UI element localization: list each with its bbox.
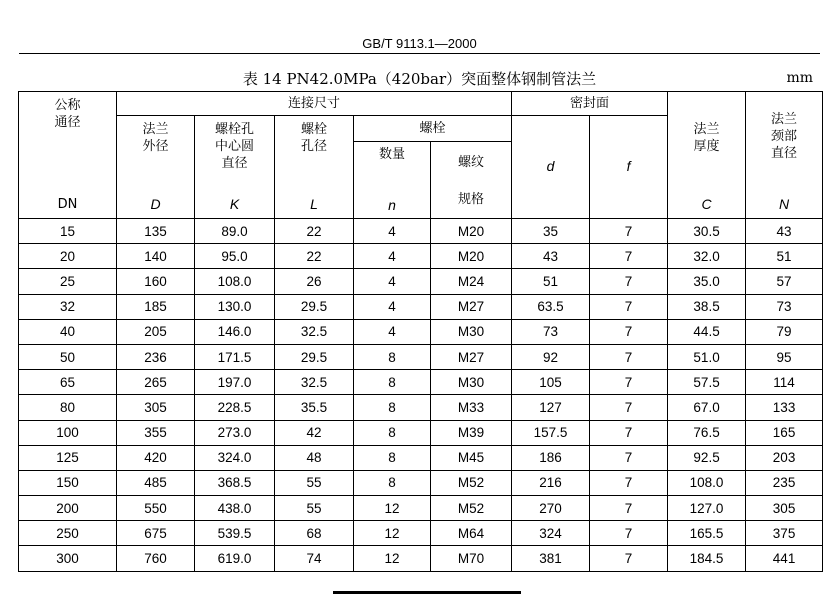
cell-C: 92.5 bbox=[668, 445, 746, 470]
col-header-C bbox=[668, 92, 746, 219]
cell-N: 165 bbox=[746, 420, 823, 445]
cell-d: 186 bbox=[512, 445, 590, 470]
cell-n: 8 bbox=[354, 344, 431, 369]
cell-dn: 80 bbox=[19, 395, 117, 420]
cell-N: 79 bbox=[746, 319, 823, 344]
cell-N: 51 bbox=[746, 244, 823, 269]
cell-dn: 50 bbox=[19, 344, 117, 369]
cell-f: 7 bbox=[590, 319, 668, 344]
cell-L: 32.5 bbox=[275, 319, 354, 344]
cell-C: 108.0 bbox=[668, 470, 746, 495]
cell-N: 43 bbox=[746, 219, 823, 244]
footer-rule bbox=[333, 591, 521, 594]
cell-C: 76.5 bbox=[668, 420, 746, 445]
cell-thread: M20 bbox=[431, 244, 512, 269]
cell-dn: 20 bbox=[19, 244, 117, 269]
cell-d: 43 bbox=[512, 244, 590, 269]
cell-f: 7 bbox=[590, 344, 668, 369]
cell-n: 12 bbox=[354, 521, 431, 546]
table-row bbox=[19, 219, 823, 244]
cell-dn: 300 bbox=[19, 546, 117, 571]
cell-L: 29.5 bbox=[275, 344, 354, 369]
cell-K: 228.5 bbox=[195, 395, 275, 420]
col-group-connection: 连接尺寸 bbox=[117, 92, 512, 116]
cell-n: 8 bbox=[354, 395, 431, 420]
cell-K: 273.0 bbox=[195, 420, 275, 445]
cell-dn: 200 bbox=[19, 496, 117, 521]
cell-n: 4 bbox=[354, 269, 431, 294]
cell-d: 270 bbox=[512, 496, 590, 521]
cell-dn: 100 bbox=[19, 420, 117, 445]
col-header-d bbox=[512, 116, 590, 219]
cell-thread: M30 bbox=[431, 319, 512, 344]
cell-thread: M39 bbox=[431, 420, 512, 445]
cell-thread: M24 bbox=[431, 269, 512, 294]
cell-K: 89.0 bbox=[195, 219, 275, 244]
table-caption: 表 14 PN42.0MPa（420bar）突面整体钢制管法兰 bbox=[242, 70, 597, 88]
cell-K: 368.5 bbox=[195, 470, 275, 495]
C-label: 法兰 厚度 bbox=[693, 122, 720, 154]
table-row bbox=[19, 546, 823, 571]
cell-dn: 15 bbox=[19, 219, 117, 244]
table-row bbox=[19, 244, 823, 269]
cell-thread: M45 bbox=[431, 445, 512, 470]
n-label: 数量 bbox=[378, 147, 405, 162]
cell-thread: M33 bbox=[431, 395, 512, 420]
cell-C: 35.0 bbox=[668, 269, 746, 294]
cell-n: 8 bbox=[354, 420, 431, 445]
cell-f: 7 bbox=[590, 546, 668, 571]
cell-dn: 125 bbox=[19, 445, 117, 470]
cell-dn: 250 bbox=[19, 521, 117, 546]
cell-N: 235 bbox=[746, 470, 823, 495]
cell-thread: M27 bbox=[431, 294, 512, 319]
cell-n: 4 bbox=[354, 244, 431, 269]
cell-L: 35.5 bbox=[275, 395, 354, 420]
cell-D: 185 bbox=[117, 294, 195, 319]
D-symbol: D bbox=[150, 196, 161, 212]
D-label: 法兰 外径 bbox=[142, 122, 169, 154]
cell-L: 22 bbox=[275, 219, 354, 244]
cell-d: 157.5 bbox=[512, 420, 590, 445]
cell-d: 92 bbox=[512, 344, 590, 369]
cell-C: 184.5 bbox=[668, 546, 746, 571]
cell-d: 105 bbox=[512, 370, 590, 395]
cell-thread: M30 bbox=[431, 370, 512, 395]
cell-C: 44.5 bbox=[668, 319, 746, 344]
cell-thread: M52 bbox=[431, 496, 512, 521]
col-header-D bbox=[117, 116, 195, 219]
table-row bbox=[19, 496, 823, 521]
cell-K: 438.0 bbox=[195, 496, 275, 521]
cell-f: 7 bbox=[590, 294, 668, 319]
cell-D: 420 bbox=[117, 445, 195, 470]
cell-f: 7 bbox=[590, 395, 668, 420]
cell-L: 42 bbox=[275, 420, 354, 445]
col-group-bolt: 螺栓 bbox=[354, 116, 512, 142]
cell-n: 12 bbox=[354, 496, 431, 521]
cell-n: 8 bbox=[354, 470, 431, 495]
K-symbol: K bbox=[229, 196, 240, 212]
cell-d: 73 bbox=[512, 319, 590, 344]
cell-C: 38.5 bbox=[668, 294, 746, 319]
cell-L: 55 bbox=[275, 496, 354, 521]
N-symbol: N bbox=[779, 196, 790, 212]
L-symbol: L bbox=[310, 196, 318, 212]
cell-d: 127 bbox=[512, 395, 590, 420]
N-label: 法兰 颈部 直径 bbox=[771, 112, 798, 161]
n-symbol: n bbox=[388, 197, 396, 213]
cell-L: 55 bbox=[275, 470, 354, 495]
cell-L: 26 bbox=[275, 269, 354, 294]
table-row bbox=[19, 370, 823, 395]
cell-D: 205 bbox=[117, 319, 195, 344]
cell-K: 619.0 bbox=[195, 546, 275, 571]
cell-L: 68 bbox=[275, 521, 354, 546]
table-row bbox=[19, 470, 823, 495]
cell-C: 32.0 bbox=[668, 244, 746, 269]
standard-code: GB/T 9113.1—2000 bbox=[362, 36, 477, 51]
cell-N: 73 bbox=[746, 294, 823, 319]
cell-L: 29.5 bbox=[275, 294, 354, 319]
col-header-thread bbox=[431, 142, 512, 219]
cell-N: 305 bbox=[746, 496, 823, 521]
cell-d: 35 bbox=[512, 219, 590, 244]
table-row bbox=[19, 294, 823, 319]
cell-D: 675 bbox=[117, 521, 195, 546]
d-symbol: d bbox=[546, 158, 555, 174]
cell-d: 216 bbox=[512, 470, 590, 495]
cell-N: 114 bbox=[746, 370, 823, 395]
cell-f: 7 bbox=[590, 244, 668, 269]
cell-D: 485 bbox=[117, 470, 195, 495]
cell-C: 127.0 bbox=[668, 496, 746, 521]
cell-D: 760 bbox=[117, 546, 195, 571]
dn-label: 公称 通径 bbox=[54, 98, 81, 130]
cell-n: 4 bbox=[354, 294, 431, 319]
cell-thread: M52 bbox=[431, 470, 512, 495]
cell-dn: 40 bbox=[19, 319, 117, 344]
cell-f: 7 bbox=[590, 470, 668, 495]
cell-thread: M27 bbox=[431, 344, 512, 369]
cell-D: 140 bbox=[117, 244, 195, 269]
cell-L: 48 bbox=[275, 445, 354, 470]
cell-thread: M64 bbox=[431, 521, 512, 546]
cell-K: 108.0 bbox=[195, 269, 275, 294]
cell-d: 51 bbox=[512, 269, 590, 294]
thread-label-2: 规格 bbox=[458, 192, 485, 207]
table-row bbox=[19, 445, 823, 470]
dn-symbol: DN bbox=[57, 197, 78, 212]
cell-f: 7 bbox=[590, 219, 668, 244]
cell-K: 146.0 bbox=[195, 319, 275, 344]
cell-K: 197.0 bbox=[195, 370, 275, 395]
thread-label: 螺纹 bbox=[458, 155, 485, 170]
cell-f: 7 bbox=[590, 521, 668, 546]
cell-d: 324 bbox=[512, 521, 590, 546]
cell-thread: M70 bbox=[431, 546, 512, 571]
header-rule bbox=[19, 53, 820, 54]
table-row bbox=[19, 269, 823, 294]
cell-L: 22 bbox=[275, 244, 354, 269]
col-header-dn bbox=[19, 92, 117, 219]
cell-D: 550 bbox=[117, 496, 195, 521]
col-header-K bbox=[195, 116, 275, 219]
cell-K: 171.5 bbox=[195, 344, 275, 369]
cell-d: 381 bbox=[512, 546, 590, 571]
table-row bbox=[19, 420, 823, 445]
cell-N: 375 bbox=[746, 521, 823, 546]
flange-dimension-table bbox=[18, 91, 823, 572]
cell-D: 305 bbox=[117, 395, 195, 420]
cell-D: 355 bbox=[117, 420, 195, 445]
cell-n: 4 bbox=[354, 319, 431, 344]
col-group-seal: 密封面 bbox=[512, 92, 668, 116]
table-body bbox=[19, 219, 823, 572]
cell-C: 51.0 bbox=[668, 344, 746, 369]
cell-C: 165.5 bbox=[668, 521, 746, 546]
cell-K: 324.0 bbox=[195, 445, 275, 470]
cell-C: 67.0 bbox=[668, 395, 746, 420]
cell-f: 7 bbox=[590, 496, 668, 521]
table-row bbox=[19, 395, 823, 420]
cell-n: 8 bbox=[354, 370, 431, 395]
cell-d: 63.5 bbox=[512, 294, 590, 319]
table-row bbox=[19, 521, 823, 546]
cell-f: 7 bbox=[590, 370, 668, 395]
cell-C: 30.5 bbox=[668, 219, 746, 244]
cell-N: 441 bbox=[746, 546, 823, 571]
cell-n: 8 bbox=[354, 445, 431, 470]
cell-D: 160 bbox=[117, 269, 195, 294]
cell-C: 57.5 bbox=[668, 370, 746, 395]
cell-K: 539.5 bbox=[195, 521, 275, 546]
cell-dn: 25 bbox=[19, 269, 117, 294]
cell-K: 130.0 bbox=[195, 294, 275, 319]
col-header-L bbox=[275, 116, 354, 219]
cell-N: 133 bbox=[746, 395, 823, 420]
col-header-N bbox=[746, 92, 823, 219]
C-symbol: C bbox=[701, 196, 712, 212]
cell-n: 12 bbox=[354, 546, 431, 571]
table-row bbox=[19, 344, 823, 369]
cell-D: 236 bbox=[117, 344, 195, 369]
cell-dn: 150 bbox=[19, 470, 117, 495]
cell-N: 95 bbox=[746, 344, 823, 369]
table-row bbox=[19, 319, 823, 344]
cell-D: 135 bbox=[117, 219, 195, 244]
cell-thread: M20 bbox=[431, 219, 512, 244]
col-header-n bbox=[354, 142, 431, 219]
cell-K: 95.0 bbox=[195, 244, 275, 269]
cell-D: 265 bbox=[117, 370, 195, 395]
L-label: 螺栓 孔径 bbox=[300, 122, 327, 154]
f-symbol: f bbox=[626, 158, 631, 174]
col-header-f bbox=[590, 116, 668, 219]
unit-label: mm bbox=[786, 70, 813, 86]
cell-N: 203 bbox=[746, 445, 823, 470]
cell-f: 7 bbox=[590, 420, 668, 445]
cell-dn: 32 bbox=[19, 294, 117, 319]
K-label: 螺栓孔 中心圆 直径 bbox=[214, 122, 254, 171]
cell-L: 74 bbox=[275, 546, 354, 571]
cell-N: 57 bbox=[746, 269, 823, 294]
cell-L: 32.5 bbox=[275, 370, 354, 395]
cell-f: 7 bbox=[590, 269, 668, 294]
cell-n: 4 bbox=[354, 219, 431, 244]
cell-f: 7 bbox=[590, 445, 668, 470]
cell-dn: 65 bbox=[19, 370, 117, 395]
